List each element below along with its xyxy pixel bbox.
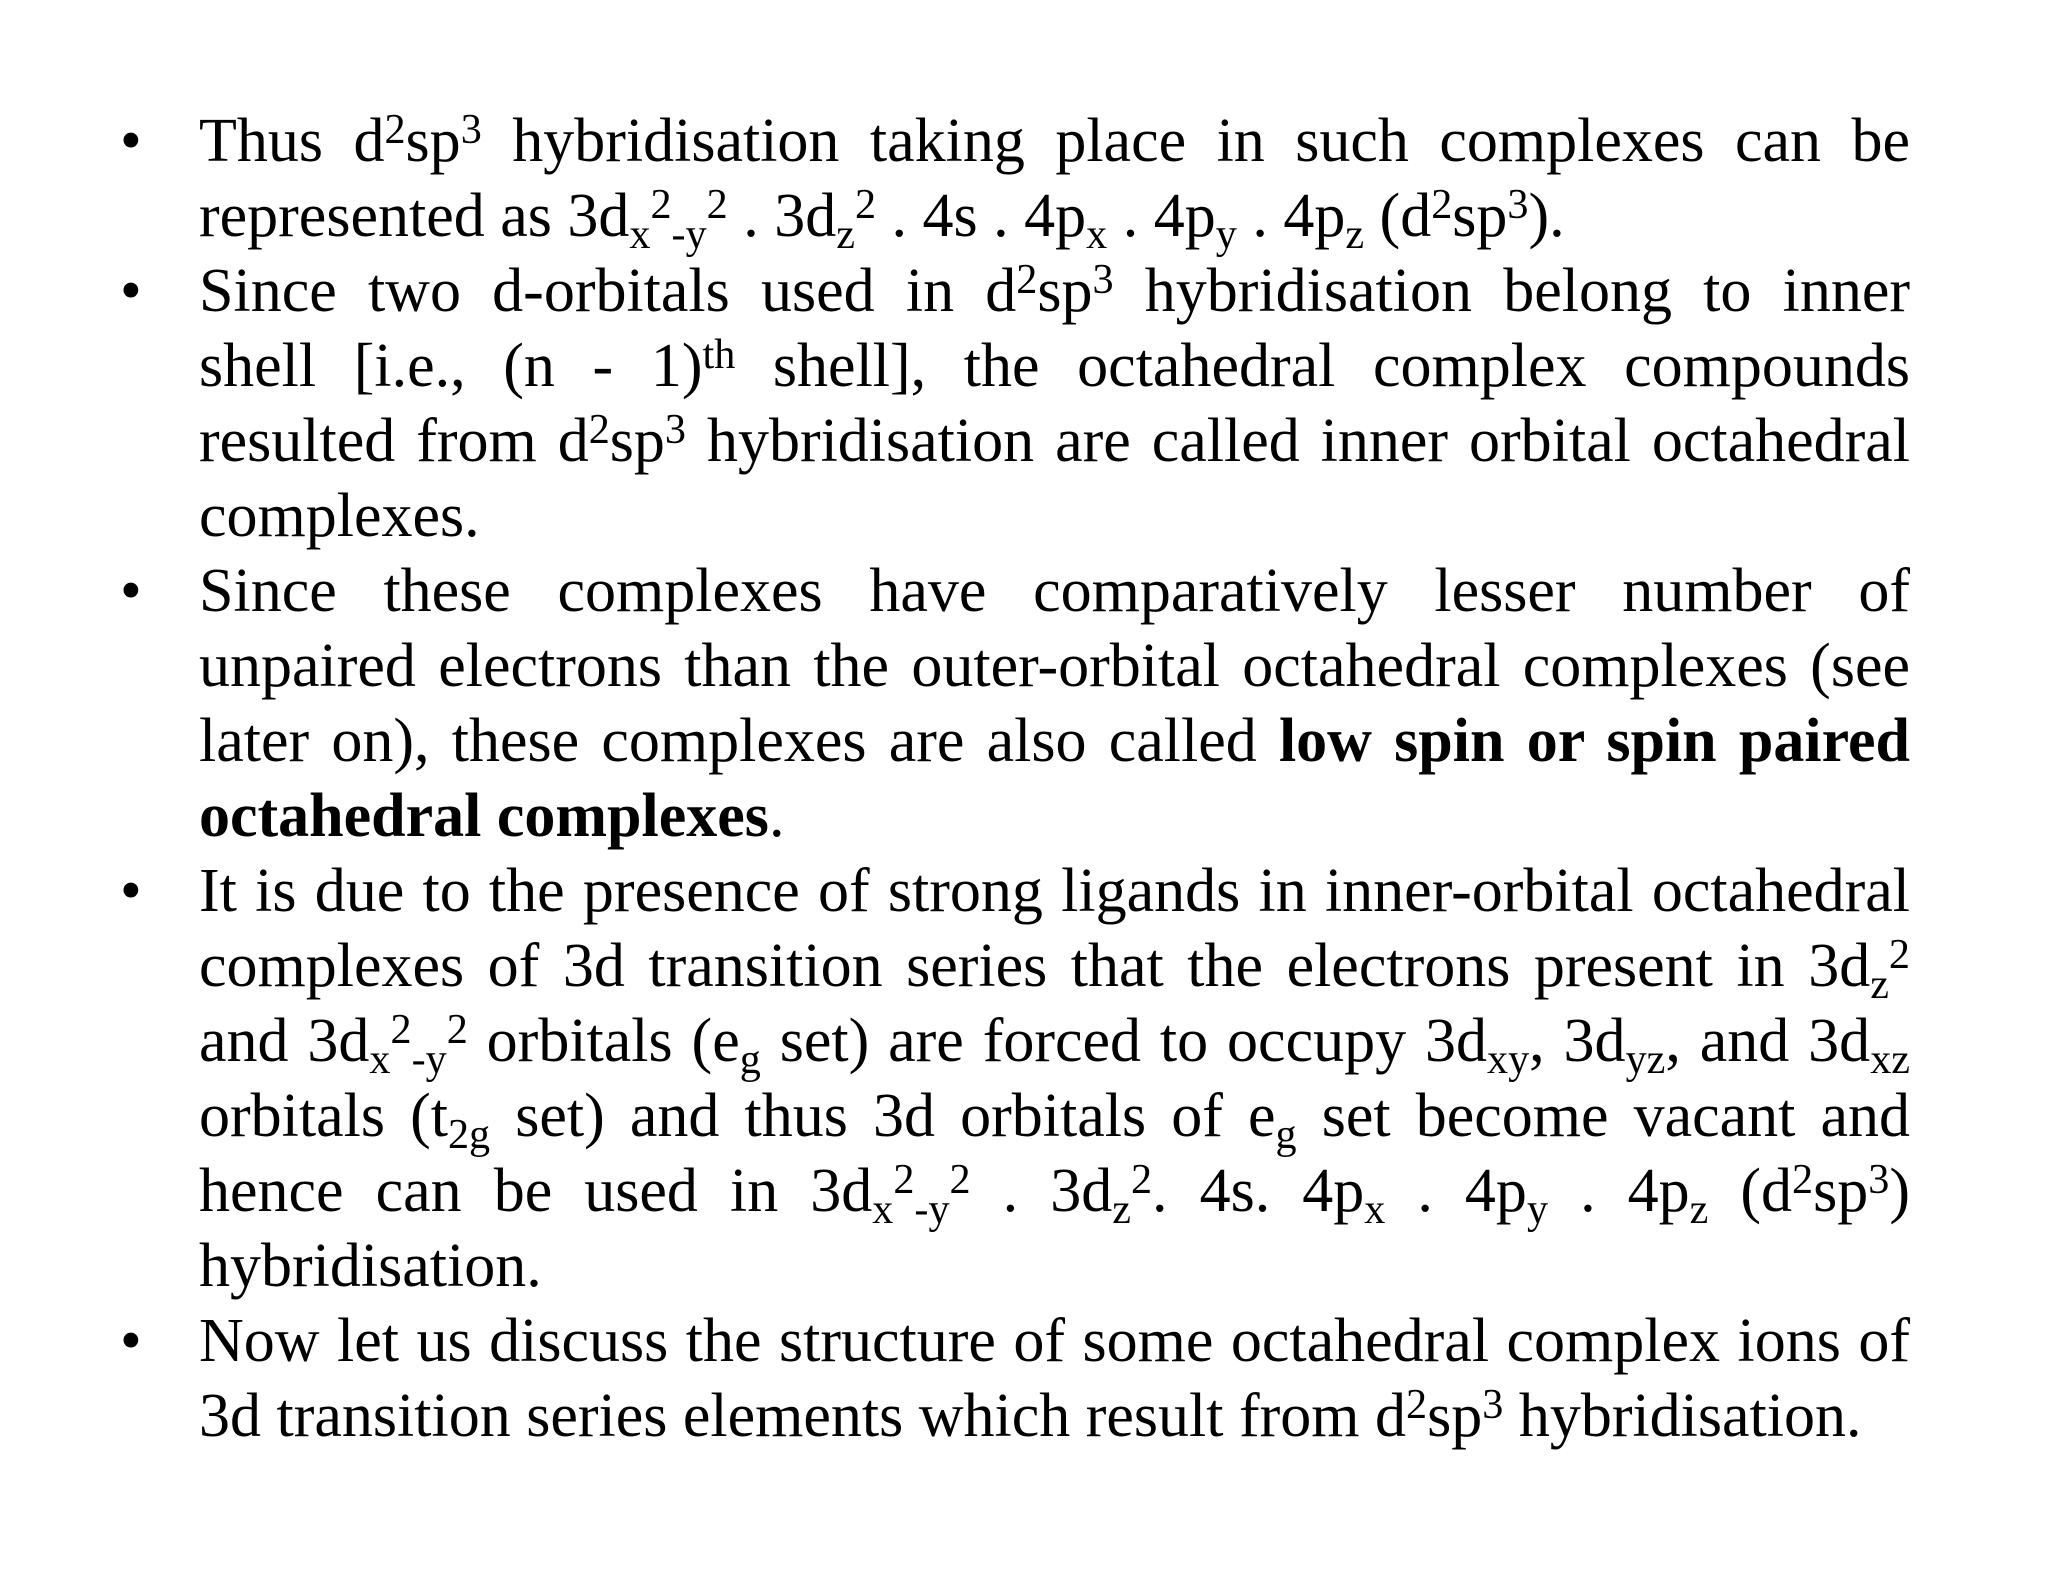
bullet-item-1 (120, 104, 1910, 258)
bullet-item-4 (120, 854, 1910, 1304)
bullet-4-line-5: hence can be used in $3d_x^2_{-y}^2$ . $3d_z^2$. 4s. $4p_x$ . $4p_y$ . $4p_z$ $(d^2sp^3)$ (199, 1156, 1910, 1233)
bullet-2-line-3: resulted from $d^2sp^3$ hybridisation are called inner orbital octahedral (199, 406, 1910, 475)
bullet-icon: • (120, 107, 142, 175)
bullet-2-line-1: Since two d-orbitals used in $d^2sp^3$ hybridisation belong to inner (199, 256, 1910, 325)
bullet-5-line-1: Now let us discuss the structure of some octahedral complex ions of (199, 1307, 1910, 1375)
bullet-icon: • (120, 857, 142, 925)
bullet-item-2 (120, 254, 1910, 554)
bullet-1-line-2: represented as $3d_x^2_{-y}^2$ . $3d_z^2$ . 4s . $4p_x$ . $4p_y$ . $4p_z$ $(d^2sp^3)$. (199, 181, 1565, 258)
bullet-5-line-2: 3d transition series elements which result from $d^2sp^3$ hybridisation. (199, 1381, 1862, 1450)
bullet-list (120, 104, 1910, 1454)
bullet-icon: • (120, 557, 142, 625)
bullet-3-line-2: unpaired electrons than the outer-orbital octahedral complexes (see (199, 632, 1910, 700)
bullet-1-line-1: Thus $d^2sp^3$ hybridisation taking place in such complexes can be (199, 106, 1910, 175)
bullet-4-line-4: orbitals ($t_{2g}$ set) and thus 3d orbitals of $e_g$ set become vacant and (199, 1082, 1911, 1158)
bullet-2-line-4: complexes. (199, 482, 480, 550)
bullet-icon: • (120, 1307, 142, 1375)
bullet-item-3 (120, 554, 1910, 854)
bullet-item-5 (120, 1304, 1910, 1454)
bullet-2-line-2: shell [i.e., (n - 1)$^{th}$ shell], the octahedral complex compounds (199, 331, 1910, 400)
bullet-4-line-6: hybridisation. (199, 1232, 542, 1300)
bullet-4-line-3: and $3d_x^2_{-y}^2$ orbitals ($e_g$ set) are forced to occupy $3d_{xy}$, $3d_{yz}$, and $3d_{xz}$ (199, 1006, 1910, 1083)
bullet-3-line-1: Since these complexes have comparatively lesser number of (199, 557, 1910, 625)
bullet-icon: • (120, 257, 142, 325)
bullet-3-line-3: later on), these complexes are also called low spin or spin paired (199, 707, 1910, 775)
bullet-4-line-1: It is due to the presence of strong ligands in inner-orbital octahedral (199, 857, 1910, 925)
bullet-4-line-2: complexes of 3d transition series that the electrons present in $3d_z^2$ (199, 931, 1910, 1008)
bullet-3-line-4: octahedral complexes. (199, 782, 785, 850)
